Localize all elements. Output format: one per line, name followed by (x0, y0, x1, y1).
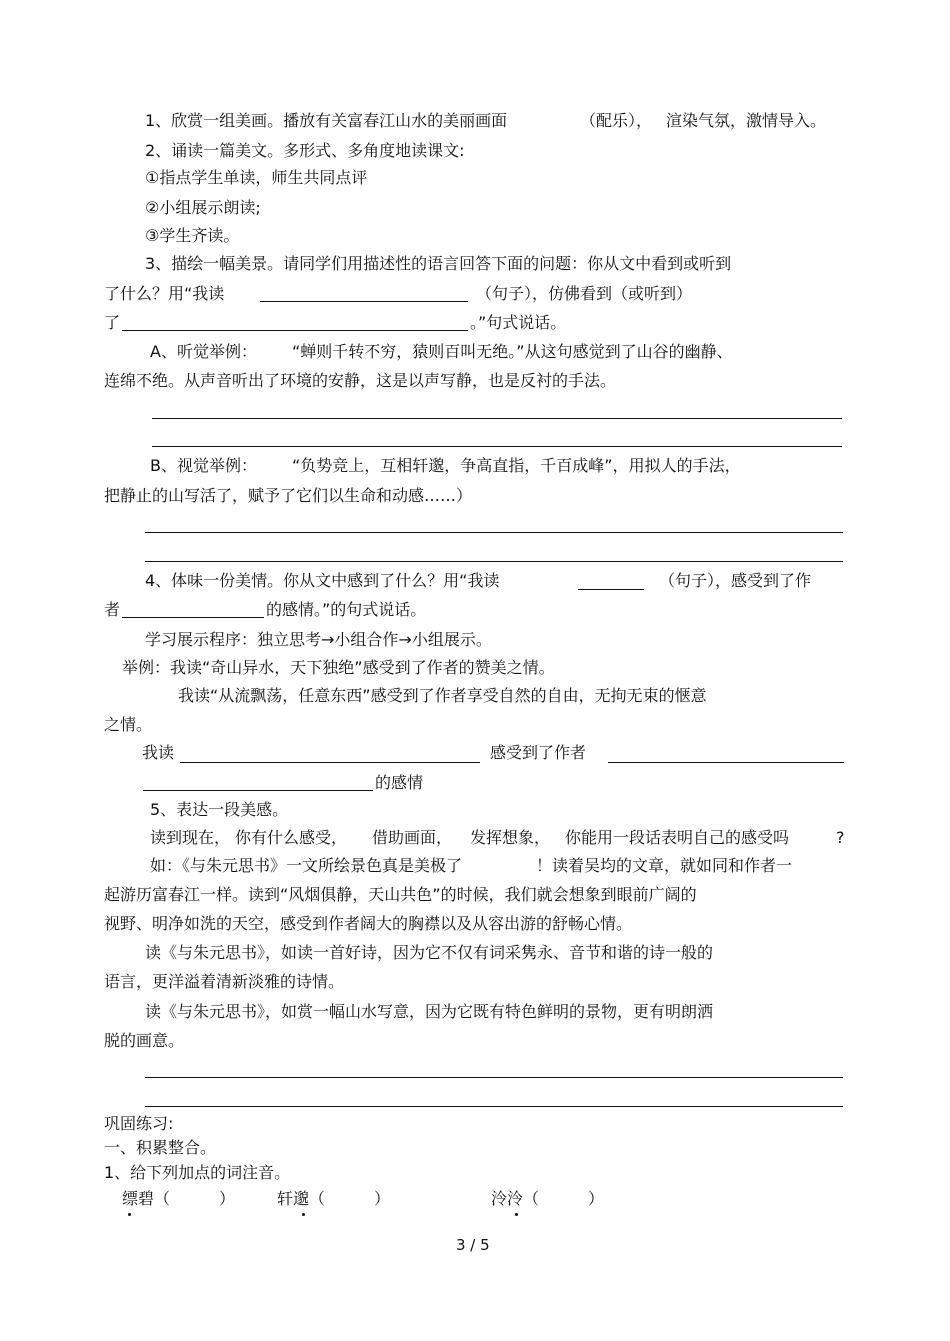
answer-line (145, 1077, 843, 1078)
answer-line (145, 1106, 843, 1107)
step-5-sample-7: 脱的画意。 (104, 1031, 185, 1050)
emphasis-dot (128, 1213, 131, 1216)
practice-part-1: 一、积累整合。 (104, 1138, 217, 1157)
answer-line (260, 301, 468, 302)
step-5-heading: 5、表达一段美感。 (150, 800, 289, 819)
answer-line (145, 561, 843, 562)
example-a-quote: “蝉则千转不穷，猿则百叫无绝。”从这句感觉到了山谷的幽静、 (292, 342, 733, 361)
step-4-line-2a: 者 (104, 600, 121, 619)
fill-in-suffix: 的感情 (375, 773, 424, 792)
answer-line (608, 762, 844, 763)
step-5-phrase-3: 借助画面， (372, 828, 453, 847)
answer-line (180, 762, 480, 763)
step-1-text: 1、欣赏一组美画。播放有关富春江山水的美丽画面 (145, 111, 508, 130)
pinyin-word-1-close: ） (219, 1189, 236, 1208)
step-5-sample-3: 视野、明净如洗的天空，感受到作者阔大的胸襟以及从容出游的舒畅心情。 (104, 914, 633, 933)
step-3-line-3a: 了 (104, 313, 121, 332)
example-line-2: 我读“从流飘荡，任意东西”感受到了作者享受自然的自由，无拘无束的惬意 (178, 686, 707, 705)
step-5-sample-6: 读《与朱元思书》，如赏一幅山水写意，因为它既有特色鲜明的景物，更有明朗洒 (145, 1002, 714, 1021)
answer-line (578, 589, 644, 590)
step-3-line-3b: 。”句式说话。 (470, 313, 567, 332)
step-2-item-3: ③学生齐读。 (145, 226, 240, 245)
step-5-sample-1a: 如：《与朱元思书》一文所绘景色真是美极了 (150, 856, 463, 875)
example-a-line-2: 连绵不绝。从声音听出了环境的安静，这是以声写静，也是反衬的手法。 (104, 371, 617, 390)
pinyin-word-3-close: ） (588, 1189, 605, 1208)
pinyin-word-2: 轩邈（ (277, 1189, 326, 1208)
answer-line (152, 418, 842, 419)
step-5-sample-5: 语言，更洋溢着清新淡雅的诗情。 (104, 972, 345, 991)
step-3-line-1: 3、描绘一幅美景。请同学们用描述性的语言回答下面的问题：你从文中看到或听到 (145, 254, 732, 273)
step-5-question-mark: ? (836, 828, 845, 847)
example-b-quote: “负势竞上，互相轩邈，争高直指，千百成峰”，用拟人的手法， (292, 456, 741, 475)
step-4-line-1b: （句子），感受到了作 (659, 571, 812, 590)
fill-in-middle: 感受到了作者 (490, 743, 587, 762)
step-5-sample-2: 起游历富春江一样。读到“风烟俱静，天山共色”的时候，我们就会想象到眼前广阔的 (104, 885, 697, 904)
step-5-phrase-1: 读到现在， (150, 828, 231, 847)
page-number: 3 / 5 (456, 1236, 490, 1254)
step-3-line-2b: （句子），仿佛看到（或听到） (476, 284, 693, 303)
step-5-phrase-4: 发挥想象， (470, 828, 551, 847)
practice-question-1: 1、给下列加点的词注音。 (104, 1163, 291, 1182)
fill-in-prefix: 我读 (142, 743, 175, 762)
step-4-line-1a: 4、体味一份美情。你从文中感到了什么？用“我读 (145, 571, 500, 590)
practice-title: 巩固练习: (104, 1114, 174, 1133)
answer-line (143, 790, 373, 791)
step-4-line-2b: 的感情。”的句式说话。 (266, 600, 427, 619)
step-5-phrase-2: 你有什么感受， (235, 828, 348, 847)
learning-procedure: 学习展示程序：独立思考→小组合作→小组展示。 (145, 630, 492, 649)
answer-line (122, 617, 264, 618)
step-2-item-2: ②小组展示朗读; (145, 198, 261, 217)
step-2-item-1: ①指点学生单读，师生共同点评 (145, 168, 368, 187)
example-line-1: 举例：我读“奇山异水，天下独绝”感受到了作者的赞美之情。 (122, 658, 555, 677)
example-a-heading: A、听觉举例： (150, 342, 257, 361)
answer-line (145, 532, 843, 533)
pinyin-word-2-close: ） (374, 1189, 391, 1208)
answer-line (152, 446, 842, 447)
step-5-sample-1b: ！读着吴均的文章，就如同和作者一 (536, 856, 793, 875)
step-2-text: 2、诵读一篇美文。多形式、多角度地读课文: (145, 141, 465, 160)
answer-line (122, 330, 468, 331)
pinyin-word-3: 泠泠（ (491, 1189, 540, 1208)
pinyin-word-1: 缥碧（ (122, 1189, 171, 1208)
step-1-atmosphere: 渲染气氛，激情导入。 (666, 111, 827, 130)
step-5-phrase-5: 你能用一段话表明自己的感受吗 (565, 828, 790, 847)
emphasis-dot (302, 1213, 305, 1216)
example-b-line-2: 把静止的山写活了，赋予了它们以生命和动感……） (104, 486, 473, 505)
step-1-music-note: （配乐）， (580, 111, 653, 130)
emphasis-dot (515, 1213, 518, 1216)
example-line-2-end: 之情。 (104, 715, 153, 734)
example-b-heading: B、视觉举例： (150, 456, 257, 475)
step-3-line-2a: 了什么？用“我读 (104, 284, 225, 303)
step-5-sample-4: 读《与朱元思书》，如读一首好诗，因为它不仅有词采隽永、音节和谐的诗一般的 (145, 943, 714, 962)
